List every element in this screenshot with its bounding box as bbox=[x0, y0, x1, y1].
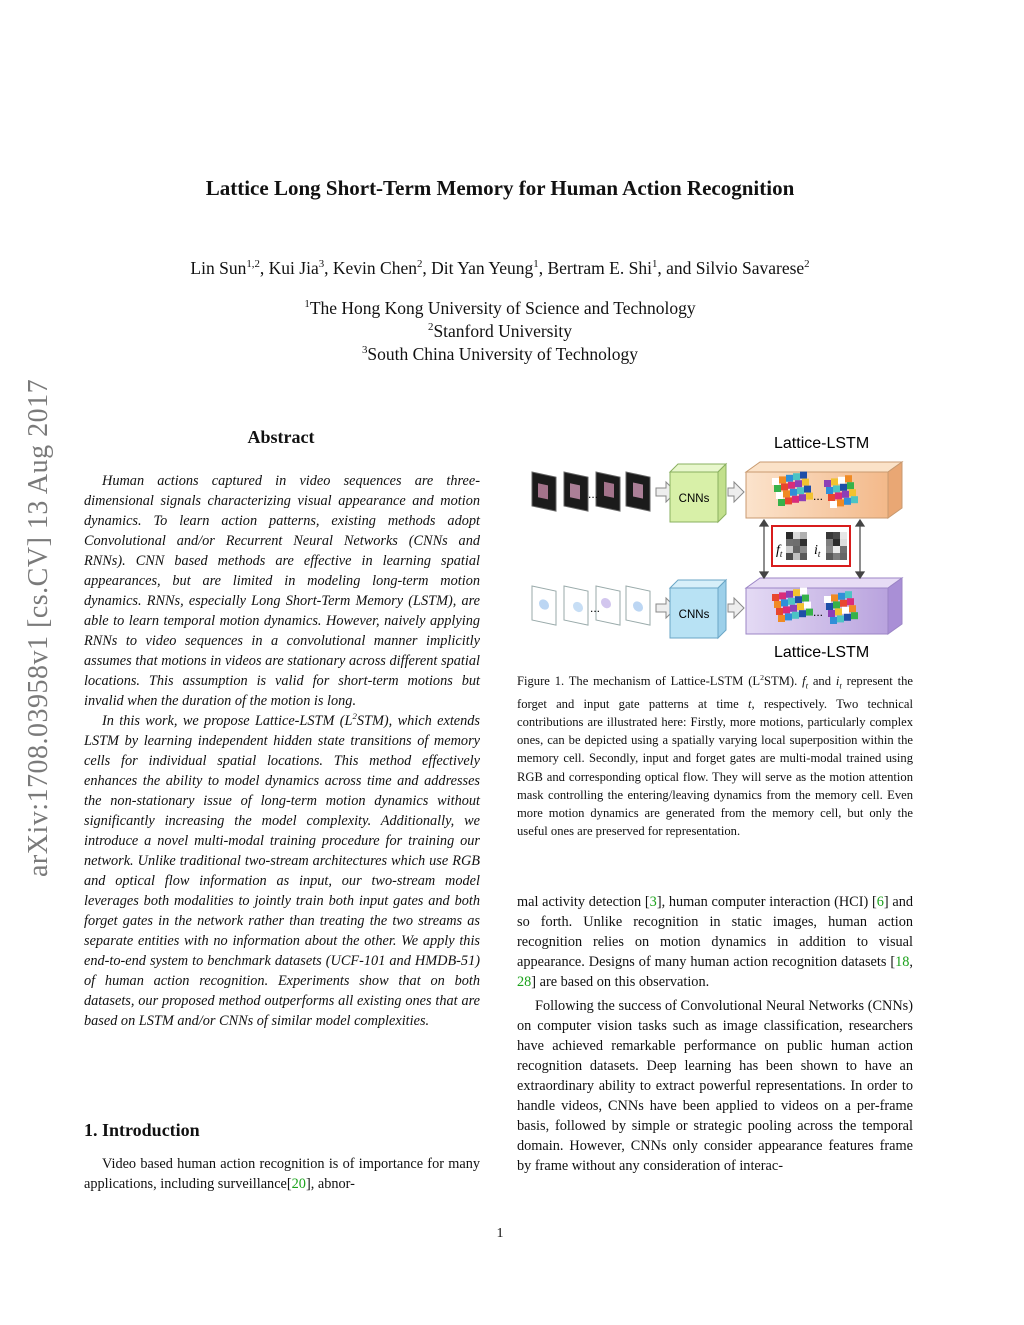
arrow-cnn-to-lstm-bottom bbox=[728, 598, 744, 618]
gate-cell bbox=[786, 546, 793, 553]
author-separator: , and bbox=[657, 258, 696, 278]
memory-cell bbox=[778, 499, 785, 506]
memory-cell bbox=[772, 594, 779, 601]
memory-cell bbox=[838, 593, 845, 600]
gate-cell bbox=[826, 553, 833, 560]
gate-cell bbox=[786, 532, 793, 539]
intro-paragraph-2: Following the success of Convolutional Neural Networks (CNNs) on computer vision tasks such as image classification, researchers have achieved remarkable performance on public human action recognition datasets. Deep learning has been shown to have an extraordinary ability to extract powerful representations. In order to handle videos, CNNs have been applied to videos on a per-frame basis, followed by simple or strategic pooling across the temporal domain. However, CNNs only consider appearance features frame by frame without any consideration of interac- bbox=[517, 998, 913, 1174]
memory-cell bbox=[806, 609, 813, 616]
memory-cell bbox=[788, 482, 795, 489]
lstm-top-depth bbox=[888, 462, 902, 518]
gate-cell bbox=[793, 532, 800, 539]
memory-cell bbox=[802, 595, 809, 602]
memory-cell bbox=[783, 606, 790, 613]
ellipsis: ... bbox=[588, 487, 599, 501]
forget-gate-label: $f_t$ bbox=[776, 543, 783, 559]
memory-cell bbox=[838, 477, 845, 484]
lattice-lstm-label-top: Lattice-LSTM bbox=[774, 435, 870, 452]
author-name: Silvio Savarese bbox=[695, 258, 805, 278]
cnn-box-bottom bbox=[670, 580, 726, 638]
memory-cell bbox=[842, 491, 849, 498]
memory-cell bbox=[788, 598, 795, 605]
memory-cell bbox=[781, 599, 788, 606]
memory-cell bbox=[778, 615, 785, 622]
citation-link[interactable]: 18 bbox=[895, 954, 910, 970]
gate-cell bbox=[840, 553, 847, 560]
author-name: Lin Sun bbox=[190, 258, 247, 278]
author-name: Dit Yan Yeung bbox=[431, 258, 534, 278]
citation-link[interactable]: 20 bbox=[291, 1176, 306, 1192]
lstm-top-side bbox=[746, 462, 902, 472]
cnn-box-top bbox=[670, 464, 726, 522]
cnn-box-top-side bbox=[670, 464, 726, 472]
memory-cell bbox=[793, 589, 800, 596]
ellipsis: ... bbox=[590, 601, 601, 615]
author-affiliation-mark: 1,2 bbox=[246, 258, 260, 271]
memory-cell bbox=[826, 603, 833, 610]
author-name: Kui Jia bbox=[268, 258, 319, 278]
gate-cell bbox=[833, 532, 840, 539]
gate-cell bbox=[793, 553, 800, 560]
lattice-lstm-label-bottom: Lattice-LSTM bbox=[774, 644, 870, 661]
memory-cell bbox=[792, 496, 799, 503]
memory-cell bbox=[800, 588, 807, 595]
gate-cell bbox=[840, 546, 847, 553]
memory-cell bbox=[795, 480, 802, 487]
input-gate-pattern bbox=[826, 532, 847, 560]
ellipsis: ... bbox=[813, 489, 824, 503]
memory-cell bbox=[849, 489, 856, 496]
abstract-body bbox=[84, 471, 480, 1031]
gate-cell bbox=[826, 546, 833, 553]
citation-link[interactable]: 6 bbox=[876, 894, 884, 910]
author-name: Bertram E. Shi bbox=[547, 258, 652, 278]
author-separator: , bbox=[259, 258, 269, 278]
affiliation-3: $^3$South China University of Technology bbox=[361, 344, 639, 364]
memory-cell bbox=[831, 478, 838, 485]
memory-cell bbox=[845, 475, 852, 482]
arxiv-identifier: arXiv:1708.03958v1 [cs.CV] 13 Aug 2017 bbox=[23, 378, 54, 877]
cnn-label-top: CNNs bbox=[678, 493, 710, 505]
figure-1-diagram bbox=[520, 428, 920, 673]
memory-cell bbox=[799, 610, 806, 617]
gate-cell bbox=[826, 532, 833, 539]
memory-cell bbox=[828, 494, 835, 501]
gate-cell bbox=[793, 546, 800, 553]
memory-cell bbox=[844, 498, 851, 505]
gate-cell bbox=[793, 539, 800, 546]
lstm-bottom-side bbox=[746, 578, 902, 588]
memory-cell bbox=[849, 605, 856, 612]
cnn-label-bottom: CNNs bbox=[678, 609, 710, 621]
forget-gate-pattern bbox=[786, 532, 807, 560]
gate-pattern-box bbox=[772, 526, 850, 566]
rgb-frame-highlight bbox=[633, 482, 643, 498]
memory-cell bbox=[845, 591, 852, 598]
memory-cell bbox=[779, 592, 786, 599]
memory-cell bbox=[776, 608, 783, 615]
memory-cell bbox=[824, 480, 831, 487]
memory-cell bbox=[847, 482, 854, 489]
memory-cell bbox=[851, 612, 858, 619]
memory-cell bbox=[844, 614, 851, 621]
gate-cell bbox=[833, 553, 840, 560]
page-number: 1 bbox=[496, 1226, 504, 1241]
gate-cell bbox=[800, 546, 807, 553]
author-affiliation-mark: 1 bbox=[533, 258, 539, 271]
lattice-lstm-block-bottom bbox=[746, 578, 902, 634]
author-affiliation-mark: 2 bbox=[416, 258, 423, 271]
memory-cell bbox=[840, 484, 847, 491]
memory-cell bbox=[802, 479, 809, 486]
memory-cell bbox=[835, 492, 842, 499]
abstract-paragraph-2: In this work, we propose Lattice-LSTM $(L^2STM)$, which extends LSTM by learning independent hidden state transitions of memory cells for individual spatial locations. This method effectively enhances the ability to model dynamics across time and addresses the non-stationary issue of long-term motion dynamics without significantly increasing the model complexity. Additionally, we introduce a novel multi-modal training procedure for training our network. Unlike traditional two-stream architectures which use RGB and optical flow information as input, our two-stream model leverages both modalities to jointly train both input gates and both forget gates in the network rather than treating the two streams as separate entities with no information about the other. We apply this end-to-end system to benchmark datasets (UCF-101 and HMDB-51) of human action recognition. Experiments show that on both datasets, our proposed method outperforms all existing ones that are based on LSTM and/or CNNs of similar model complexities. bbox=[84, 711, 480, 1029]
section-heading-introduction: 1. Introduction bbox=[84, 1120, 200, 1140]
abstract-paragraph-1: Human actions captured in video sequences are three-dimensional signals characterizing visual appearance and motion dynamics. To learn action patterns, existing methods adopt Convolutional and/or Recurrent Neural Networks (CNNs and RNNs). CNN based methods are effective in learning spatial appearances, but are limited in modeling long-term motion dynamics. RNNs, especially Long Short-Term Memory (LSTM), are able to learn temporal motion dynamics. However, naively applying RNNs to video sequences in a convolutional manner implicitly assumes that motions in videos are stationary across different spatial locations. This assumption is valid for short-term motions but invalid when the duration of the motion is long. bbox=[84, 473, 480, 709]
rgb-frame-highlight bbox=[570, 483, 580, 499]
affiliation-2: $^2$Stanford University bbox=[428, 321, 572, 341]
memory-cell bbox=[785, 613, 792, 620]
memory-cell bbox=[786, 475, 793, 482]
introduction-right-column bbox=[517, 892, 913, 1176]
gate-cell bbox=[826, 539, 833, 546]
figure-1-caption: Figure 1. The mechanism of Lattice-LSTM $(L^2STM)$. $f_t$ and $i_t$ represent the forget and input gate patterns at time t, respectively. Two technical contributions are illustrated here: Firstly, more motions, particularly complex ones, can be depicted using a spatially varying local superposition within the memory cell. Secondly, input and forget gates are multi-modal trained using RGB and corresponding optical flow. They will serve as the motion attention mask controlling the entering/leaving dynamics from the memory cell. Even more motion dynamics are generated from the memory cell, but only the useful ones are preserved for representation. bbox=[517, 672, 913, 839]
memory-cell bbox=[795, 596, 802, 603]
affiliation-1: $^1$The Hong Kong University of Science and Technology bbox=[304, 298, 696, 318]
author-list bbox=[0, 258, 1000, 279]
memory-cell bbox=[800, 472, 807, 479]
memory-cell bbox=[793, 473, 800, 480]
author-affiliation-mark: 1 bbox=[651, 258, 658, 271]
memory-cell bbox=[790, 489, 797, 496]
memory-cell bbox=[828, 610, 835, 617]
memory-cell bbox=[774, 485, 781, 492]
author-affiliation-mark: 3 bbox=[318, 258, 325, 271]
gate-cell bbox=[840, 539, 847, 546]
lattice-lstm-block-top bbox=[746, 462, 902, 518]
author-separator: , bbox=[422, 258, 432, 278]
memory-cell bbox=[840, 600, 847, 607]
memory-cell bbox=[779, 476, 786, 483]
memory-cell bbox=[792, 612, 799, 619]
lstm-bottom-depth bbox=[888, 578, 902, 634]
paper-title: Lattice Long Short-Term Memory for Human Action Recognition bbox=[205, 176, 795, 200]
memory-cell bbox=[776, 492, 783, 499]
cnn-box-top-depth bbox=[718, 464, 726, 522]
memory-cell bbox=[826, 487, 833, 494]
gate-cell bbox=[800, 553, 807, 560]
memory-cell bbox=[833, 485, 840, 492]
memory-cell bbox=[830, 501, 837, 508]
memory-cell bbox=[786, 591, 793, 598]
author-name: Kevin Chen bbox=[332, 258, 417, 278]
memory-cell bbox=[797, 487, 804, 494]
gate-cell bbox=[786, 553, 793, 560]
gate-cell bbox=[833, 539, 840, 546]
abstract-heading: Abstract bbox=[247, 427, 315, 447]
gate-cell bbox=[800, 532, 807, 539]
memory-cell bbox=[785, 497, 792, 504]
memory-cell bbox=[833, 601, 840, 608]
memory-cell bbox=[799, 494, 806, 501]
rgb-frame-highlight bbox=[604, 482, 614, 498]
memory-cell bbox=[830, 617, 837, 624]
intro-paragraph-1: Video based human action recognition is of importance for many applications, including surveillance[20], abnor- bbox=[84, 1156, 480, 1192]
memory-cell bbox=[797, 603, 804, 610]
memory-cell bbox=[772, 478, 779, 485]
rgb-frame-highlight bbox=[538, 483, 548, 499]
memory-cell bbox=[804, 486, 811, 493]
citation-link[interactable]: 28 bbox=[517, 974, 532, 990]
gate-cell bbox=[833, 546, 840, 553]
input-gate-label: $i_t$ bbox=[814, 543, 821, 559]
gate-cell bbox=[840, 532, 847, 539]
memory-cell bbox=[804, 602, 811, 609]
ellipsis: ... bbox=[813, 605, 824, 619]
cnn-box-bottom-depth bbox=[718, 580, 726, 638]
memory-cell bbox=[831, 594, 838, 601]
memory-cell bbox=[851, 496, 858, 503]
memory-cell bbox=[847, 598, 854, 605]
author-separator: , bbox=[324, 258, 333, 278]
memory-cell bbox=[837, 615, 844, 622]
intro-paragraph-1-continued: mal activity detection [3], human computer interaction (HCI) [6] and so forth. Unlike recognition in static images, human action recognition relies on motion dynamics in addition to visual appearance. Designs of many human action recognition datasets [18, 28] are based on this observation. bbox=[517, 894, 914, 990]
introduction-left-column bbox=[84, 1154, 480, 1194]
gate-cell bbox=[800, 539, 807, 546]
arrow-cnn-to-lstm-top bbox=[728, 482, 744, 502]
memory-cell bbox=[837, 499, 844, 506]
cnn-box-bottom-side bbox=[670, 580, 726, 588]
author-separator: , bbox=[538, 258, 548, 278]
memory-cell bbox=[824, 596, 831, 603]
memory-cell bbox=[781, 483, 788, 490]
citation-link[interactable]: 3 bbox=[649, 894, 657, 910]
gate-cell bbox=[786, 539, 793, 546]
memory-cell bbox=[835, 608, 842, 615]
memory-cell bbox=[790, 605, 797, 612]
memory-cell bbox=[806, 493, 813, 500]
memory-cell bbox=[842, 607, 849, 614]
memory-cell bbox=[783, 490, 790, 497]
author-affiliation-mark: 2 bbox=[804, 258, 810, 271]
memory-cell bbox=[774, 601, 781, 608]
